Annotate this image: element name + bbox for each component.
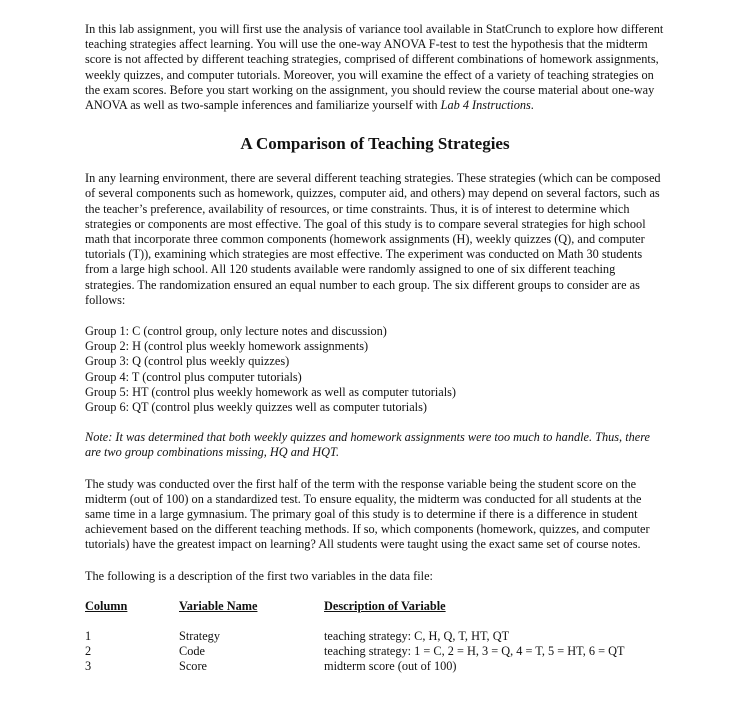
group-item-6: Group 6: QT (control plus weekly quizzes well as computer tutorials) <box>85 400 427 415</box>
table-row <box>85 659 665 674</box>
table-body <box>85 629 665 675</box>
table-header-row <box>85 599 665 615</box>
intro-text: In this lab assignment, you will first use the analysis of variance tool available in StatCrunch to explore how different teaching strategies affect learning. You will use the one-way ANOVA F-test to test the hypothesis that the midterm score is not affected by different teaching strategies, comprised of different combinations of homework assignments, weekly quizzes, and computer tutorials. Moreover, you will examine the effect of a variety of teaching strategies on the exam scores. Before you start working on the assignment, you should review the course material about one-way ANOVA as well as two-sample inferences and familiarize yourself with <box>85 22 664 113</box>
cell-description: teaching strategy: 1 = C, 2 = H, 3 = Q, 4 = T, 5 = HT, 6 = QT <box>324 644 625 659</box>
group-list <box>85 324 665 415</box>
group-item-2: Group 2: H (control plus weekly homework assignments) <box>85 339 369 354</box>
study-paragraph: The study was conducted over the first half of the term with the response variable being the student score on the midterm (out of 100) on a standardized test. To ensure equality, the midterm was conducted for all students at the same time in a large gymnasium. The primary goal of this study is to determine if there is a difference in student achievement based on the different teaching methods. If so, which components (homework, quizzes, and computer tutorials) have the greatest impact on learning? All students were taught using the exact same set of course notes. <box>85 476 650 552</box>
cell-column: 3 <box>85 659 92 674</box>
group-item-3: Group 3: Q (control plus weekly quizzes) <box>85 354 290 369</box>
table-row <box>85 644 665 659</box>
group-item-5: Group 5: HT (control plus weekly homework as well as computer tutorials) <box>85 384 456 399</box>
variables-intro: The following is a description of the first two variables in the data file: <box>85 568 433 583</box>
group-item-4: Group 4: T (control plus computer tutorials) <box>85 369 302 384</box>
intro-end: . <box>530 98 534 113</box>
background-paragraph: In any learning environment, there are several different teaching strategies. These strategies (which can be composed of several components such as homework, quizzes, computer aid, and others) may depend on several factors, such as the teacher’s preference, availability of resources, or time constraints. Thus, it is of interest to determine which strategies or components are most effective. The goal of this study is to compare several strategies for high school math that incorporate three common components (homework assignments (H), weekly quizzes (Q), and computer tutorials (T)), examining which strategies are most effective. The experiment was conducted on Math 30 students from a large high school. All 120 students available were randomly assigned to one of six different teaching strategies. The randomization ensured an equal number to each group. The six different groups to consider are as follows: <box>85 171 661 307</box>
table-row <box>85 629 665 644</box>
header-description: Description of Variable <box>324 598 446 613</box>
header-variable-name: Variable Name <box>179 598 258 613</box>
cell-column: 1 <box>85 628 92 643</box>
document-page <box>85 22 665 689</box>
group-item-1: Group 1: C (control group, only lecture notes and discussion) <box>85 324 387 339</box>
variable-table <box>85 599 665 689</box>
page-title: A Comparison of Teaching Strategies <box>240 134 510 154</box>
cell-description: midterm score (out of 100) <box>324 659 457 674</box>
intro-paragraph <box>85 22 665 113</box>
intro-reference: Lab 4 Instructions <box>440 98 531 113</box>
note-paragraph: Note: It was determined that both weekly quizzes and homework assignments were too much to handle. Thus, there are two group combinations missing, HQ and HQT. <box>85 430 651 460</box>
cell-variable-name: Code <box>179 644 205 659</box>
cell-column: 2 <box>85 644 92 659</box>
header-column: Column <box>85 598 128 613</box>
cell-description: teaching strategy: C, H, Q, T, HT, QT <box>324 628 510 643</box>
cell-variable-name: Score <box>179 659 207 674</box>
cell-variable-name: Strategy <box>179 628 220 643</box>
